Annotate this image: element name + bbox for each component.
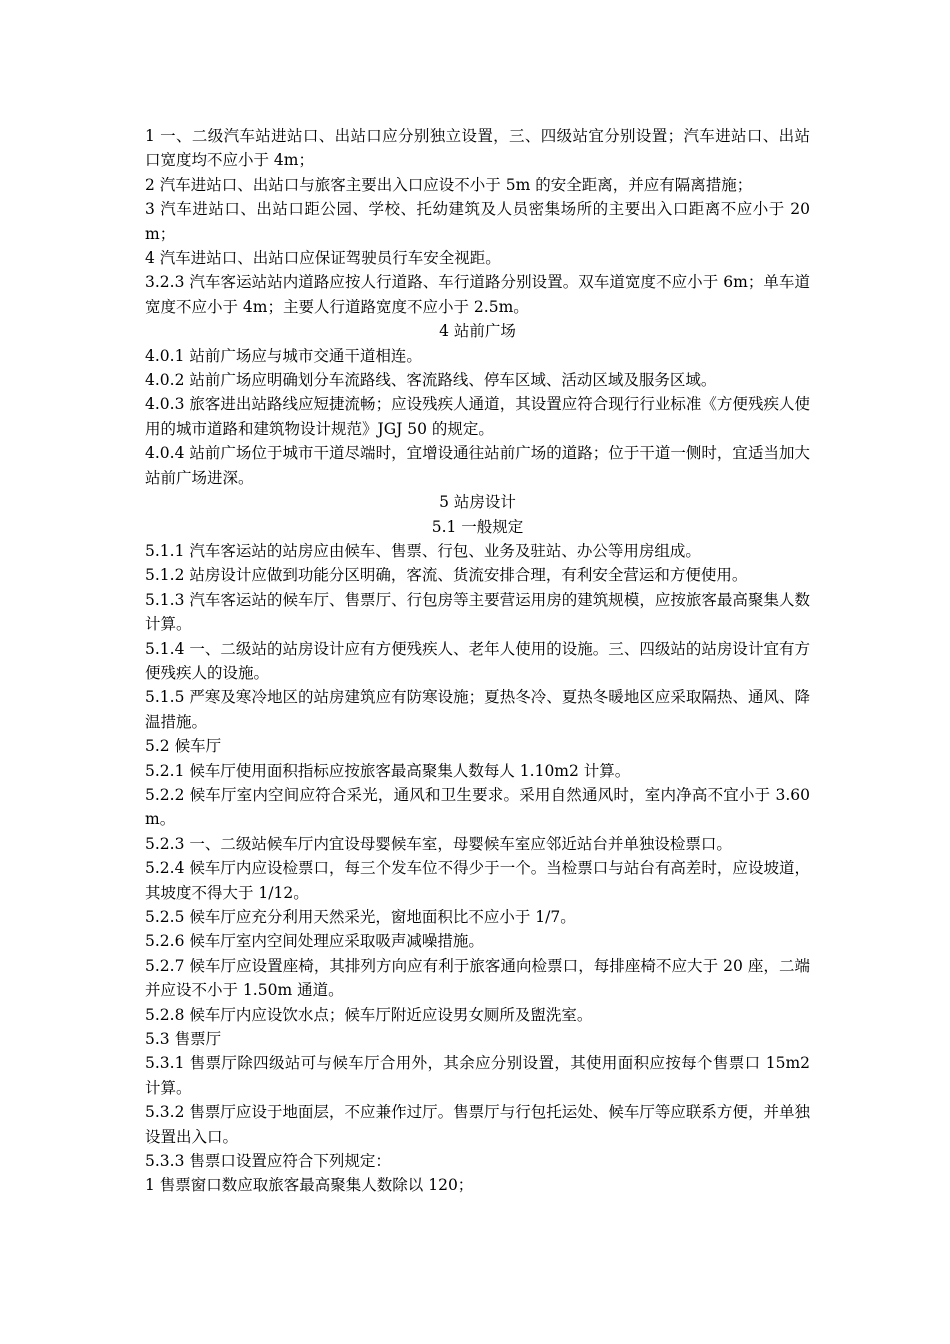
section-heading: 5.3 售票厅 bbox=[145, 1030, 222, 1049]
paragraph: 5.2.6 候车厅室内空间处理应采取吸声减噪措施。 bbox=[145, 932, 484, 951]
paragraph: 5.2.3 一、二级站候车厅内宜设母婴候车室，母婴候车室应邻近站台并单独设检票口。 bbox=[145, 834, 732, 853]
paragraph: 2 汽车进站口、出站口与旅客主要出入口应设不小于 5m 的安全距离，并应有隔离措施； bbox=[145, 175, 753, 194]
paragraph: 5.2.7 候车厅应设置座椅，其排列方向应有利于旅客通向检票口，每排座椅不应大于 20 座，二端并应设不小于 1.50m 通道。 bbox=[145, 956, 810, 1000]
paragraph: 5.2.1 候车厅使用面积指标应按旅客最高聚集人数每人 1.10m2 计算。 bbox=[145, 761, 631, 780]
paragraph: 5.3.3 售票口设置应符合下列规定： bbox=[145, 1152, 391, 1171]
paragraph: 5.1.3 汽车客运站的候车厅、售票厅、行包房等主要营运用房的建筑规模，应按旅客最高聚集人数计算。 bbox=[145, 590, 810, 634]
paragraph: 5.1.5 严寒及寒冷地区的站房建筑应有防寒设施；夏热冬冷、夏热冬暖地区应采取隔热、通风、降温措施。 bbox=[145, 688, 810, 731]
chapter-heading: 5 站房设计 bbox=[439, 493, 516, 512]
paragraph: 5.1.2 站房设计应做到功能分区明确，客流、货流安排合理，有利安全营运和方便使用。 bbox=[145, 566, 748, 585]
paragraph: 5.2.2 候车厅室内空间应符合采光，通风和卫生要求。采用自然通风时，室内净高不宜小于 3.60m。 bbox=[145, 785, 810, 829]
chapter-heading: 4 站前广场 bbox=[439, 322, 516, 341]
paragraph: 4 汽车进站口、出站口应保证驾驶员行车安全视距。 bbox=[145, 249, 501, 268]
paragraph: 4.0.2 站前广场应明确划分车流路线、客流路线、停车区域、活动区域及服务区域。 bbox=[145, 371, 717, 390]
paragraph: 1 售票窗口数应取旅客最高聚集人数除以 120； bbox=[145, 1176, 474, 1195]
paragraph: 4.0.1 站前广场应与城市交通干道相连。 bbox=[145, 346, 422, 365]
paragraph: 5.2.8 候车厅内应设饮水点；候车厅附近应设男女厕所及盥洗室。 bbox=[145, 1005, 593, 1024]
paragraph: 5.1.4 一、二级站的站房设计应有方便残疾人、老年人使用的设施。三、四级站的站房设计宜有方便残疾人的设施。 bbox=[145, 639, 810, 682]
paragraph: 5.2.4 候车厅内应设检票口，每三个发车位不得少于一个。当检票口与站台有高差时，应设坡道，其坡度不得大于 1/12。 bbox=[145, 859, 810, 902]
paragraph: 3 汽车进站口、出站口距公园、学校、托幼建筑及人员密集场所的主要出入口距离不应小于 20m； bbox=[145, 200, 810, 243]
paragraph: 5.1.1 汽车客运站的站房应由候车、售票、行包、业务及驻站、办公等用房组成。 bbox=[145, 541, 701, 560]
paragraph: 4.0.3 旅客进出站路线应短捷流畅；应设残疾人通道，其设置应符合现行行业标准《方便残疾人使用的城市道路和建筑物设计规范》JGJ 50 的规定。 bbox=[145, 395, 810, 438]
section-heading: 5.1 一般规定 bbox=[431, 517, 524, 536]
paragraph: 5.3.2 售票厅应设于地面层，不应兼作过厅。售票厅与行包托运处、候车厅等应联系方便，并单独设置出入口。 bbox=[145, 1103, 810, 1146]
paragraph: 3.2.3 汽车客运站站内道路应按人行道路、车行道路分别设置。双车道宽度不应小于 6m；单车道宽度不应小于 4m；主要人行道路宽度不应小于 2.5m。 bbox=[145, 273, 810, 316]
paragraph: 1 一、二级汽车站进站口、出站口应分别独立设置，三、四级站宜分别设置；汽车进站口、出站口宽度均不应小于 4m； bbox=[145, 127, 810, 170]
document-body bbox=[145, 124, 810, 1198]
section-heading: 5.2 候车厅 bbox=[145, 737, 222, 756]
paragraph: 4.0.4 站前广场位于城市干道尽端时，宜增设通往站前广场的道路；位于干道一侧时，宜适当加大站前广场进深。 bbox=[145, 444, 810, 487]
paragraph: 5.2.5 候车厅应充分利用天然采光，窗地面积比不应小于 1/7。 bbox=[145, 908, 576, 926]
paragraph: 5.3.1 售票厅除四级站可与候车厅合用外，其余应分别设置，其使用面积应按每个售票口 15m2 计算。 bbox=[145, 1054, 810, 1097]
